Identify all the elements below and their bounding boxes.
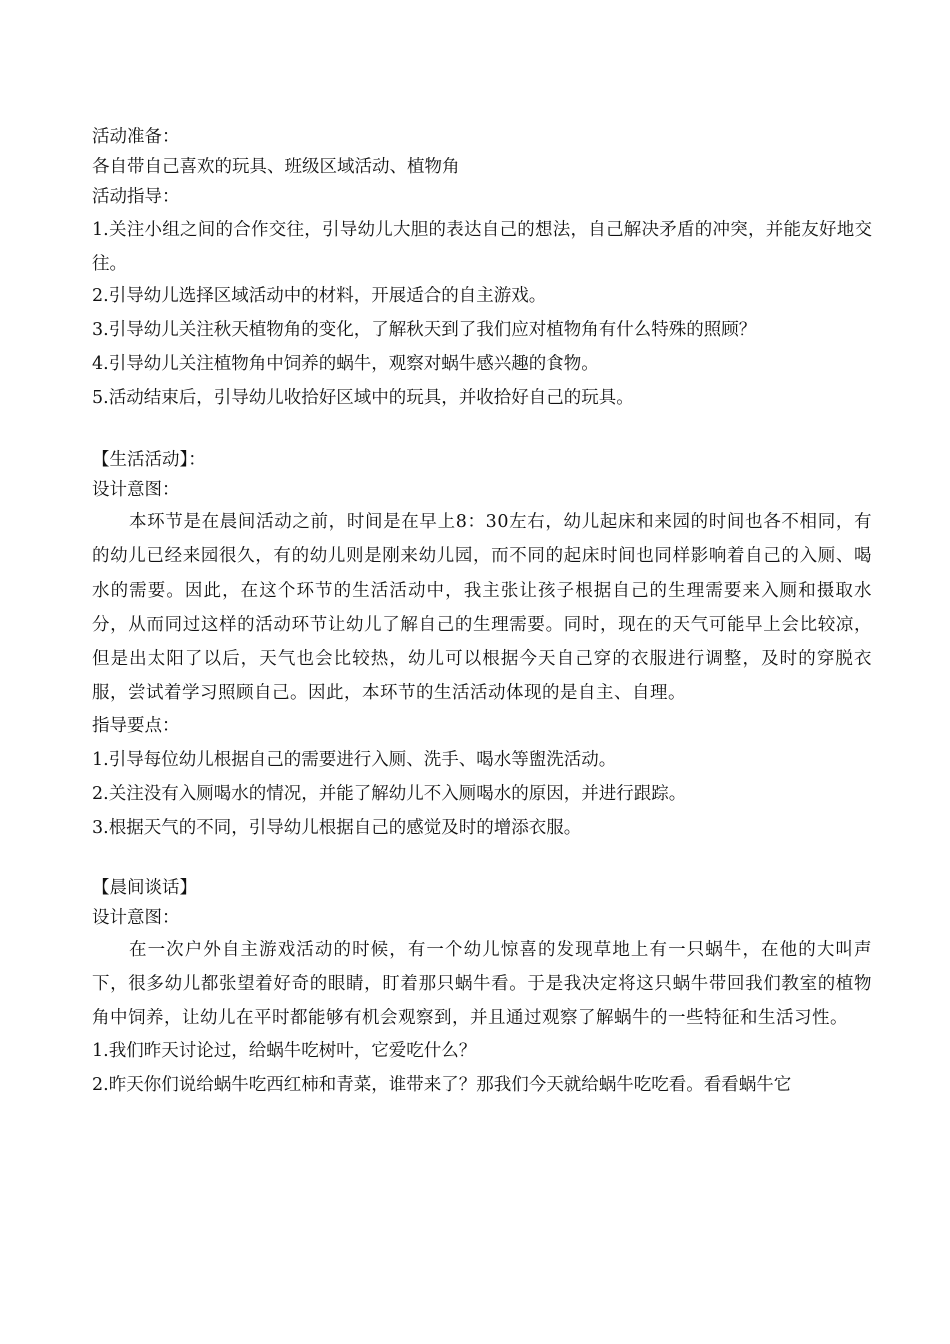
morning-talk-heading: 【晨间谈话】 xyxy=(92,877,197,898)
morning-item-1: 1.我们昨天讨论过，给蜗牛吃树叶，它爱吃什么？ xyxy=(92,1040,477,1061)
guide-item-1: 1.关注小组之间的合作交往，引导幼儿大胆的表达自己的想法，自己解决矛盾的冲突，并能友好地交往。 xyxy=(92,220,872,274)
section-gap xyxy=(92,413,872,445)
morning-item-2: 2.昨天你们说给蜗牛吃西红柿和青菜，谁带来了？那我们今天就给蜗牛吃吃看。看看蜗牛它 xyxy=(92,1074,792,1095)
guide-item-2: 2.引导幼儿选择区域活动中的材料，开展适合的自主游戏。 xyxy=(92,286,547,306)
guide-item-5: 5.活动结束后，引导幼儿收拾好区域中的玩具，并收拾好自己的玩具。 xyxy=(92,388,634,408)
life-activity-heading: 【生活活动】： xyxy=(92,450,206,470)
morning-intent-label: 设计意图： xyxy=(92,907,180,928)
morning-intent-paragraph: 在一次户外自主游戏活动的时候，有一个幼儿惊喜的发现草地上有一只蜗牛，在他的大叫声下，很多幼儿都张望着好奇的眼睛，盯着那只蜗牛看。于是我决定将这只蜗牛带回我们教室的植物角中饲养，让幼儿在平时都能够有机会观察到，并且通过观察了解蜗牛的一些特征和生活习性。 xyxy=(92,939,872,1029)
life-points-label: 指导要点： xyxy=(92,715,180,736)
document-page xyxy=(92,122,872,1100)
section-gap xyxy=(92,843,872,873)
guide-item-4: 4.引导幼儿关注植物角中饲养的蜗牛，观察对蜗牛感兴趣的食物。 xyxy=(92,354,599,374)
prep-heading: 活动准备： xyxy=(92,127,180,147)
prep-text: 各自带自己喜欢的玩具、班级区域活动、植物角 xyxy=(92,157,460,177)
life-point-3: 3.根据天气的不同，引导幼儿根据自己的感觉及时的增添衣服。 xyxy=(92,817,582,838)
guide-heading: 活动指导： xyxy=(92,187,180,207)
life-intent-label: 设计意图： xyxy=(92,480,180,500)
life-intent-paragraph: 本环节是在晨间活动之前，时间是在早上8：30左右，幼儿起床和来园的时间也各不相同，有的幼儿已经来园很久，有的幼儿则是刚来幼儿园，而不同的起床时间也同样影响着自己的入厕、喝水的需要。因此，在这个环节的生活活动中，我主张让孩子根据自己的生理需要来入厕和摄取水分，从而同过这样的活动环节让幼儿了解自己的生理需要。同时，现在的天气可能早上会比较凉，但是出太阳了以后，天气也会比较热，幼儿可以根据今天自己穿的衣服进行调整，及时的穿脱衣服，尝试着学习照顾自己。因此，本环节的生活活动体现的是自主、自理。 xyxy=(92,512,872,704)
guide-item-3: 3.引导幼儿关注秋天植物角的变化，了解秋天到了我们应对植物角有什么特殊的照顾？ xyxy=(92,320,757,340)
life-point-2: 2.关注没有入厕喝水的情况，并能了解幼儿不入厕喝水的原因，并进行跟踪。 xyxy=(92,783,687,804)
life-point-1: 1.引导每位幼儿根据自己的需要进行入厕、洗手、喝水等盥洗活动。 xyxy=(92,749,617,770)
